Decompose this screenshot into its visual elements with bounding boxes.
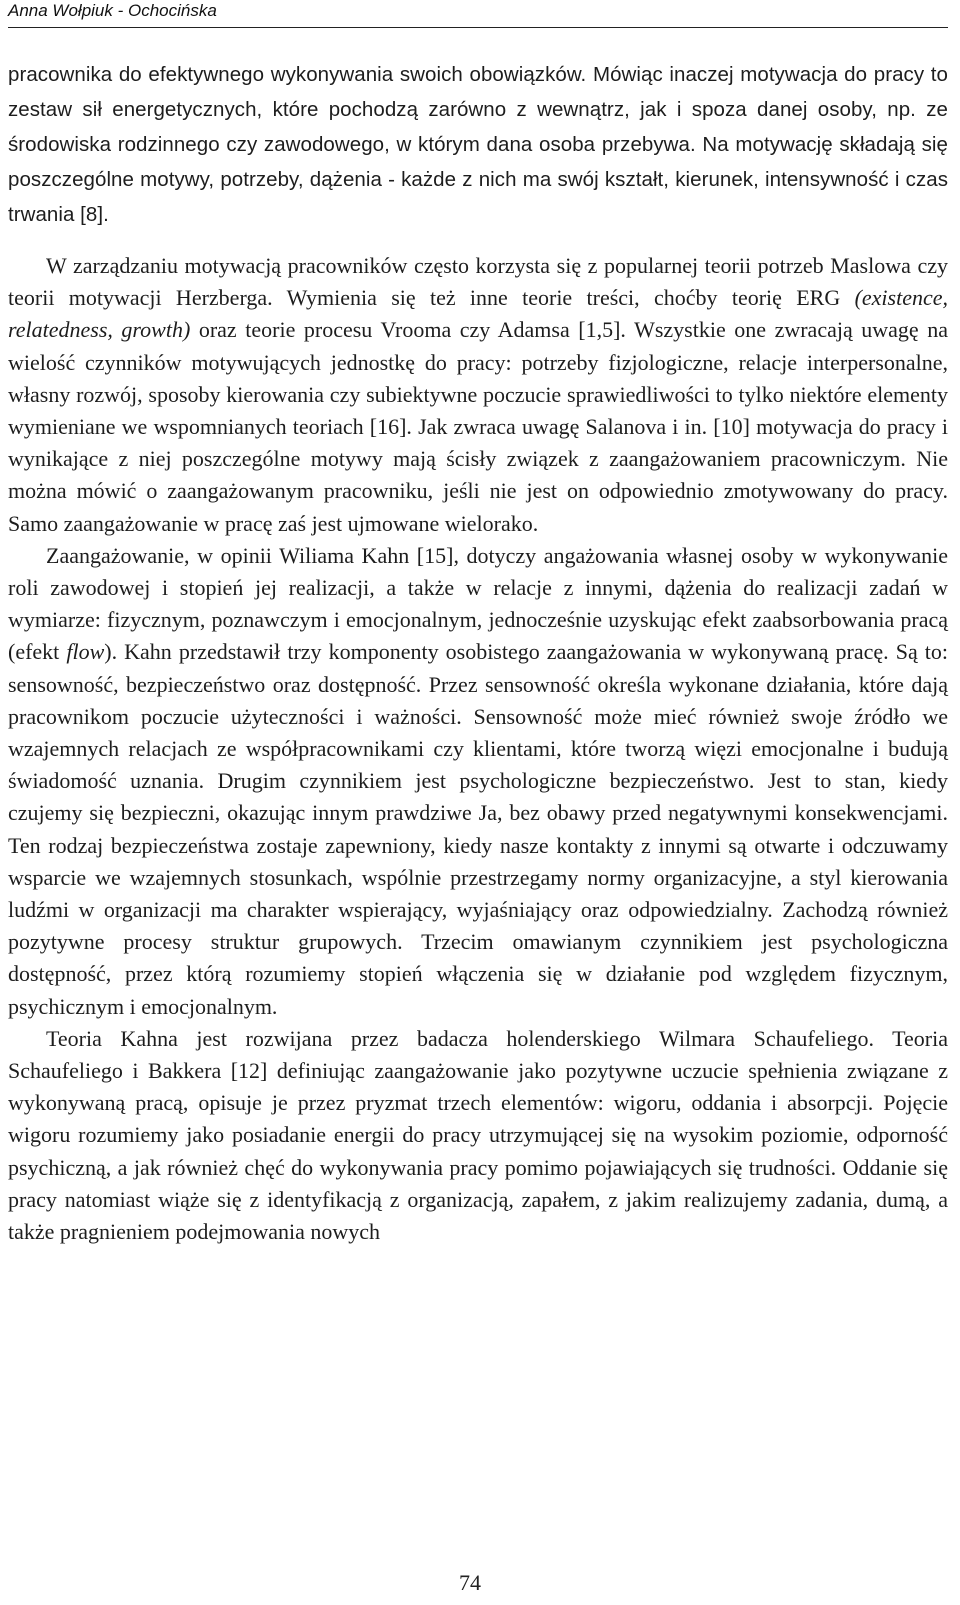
paragraph-text: oraz teorie procesu Vrooma czy Adamsa [1,5]. Wszystkie one zwracają uwagę na wielość czynników motywujących jednostkę do pracy: potrzeby fizjologiczne, relacje interpersonalne, własny rozwój, sposoby kierowania czy subiektywne poczucie sprawiedliwości to tylko niektóre elementy wymieniane we wspomnianych teoriach [16]. Jak zwraca uwagę Salanova i in. [10] motywacja do pracy i wynikające z niej poszczególne motywy mają ścisły związek z zaangażowaniem pracowniczym. Nie można mówić o zaangażowanym pracowniku, jeśli nie jest on odpowiednio zmotywowany do pracy. Samo zaangażowanie w pracę zaś jest ujmowane wielorako. [8,317,948,536]
continued-paragraph: pracownika do efektywnego wykonywania swoich obowiązków. Mówiąc inaczej motywacja do pracy to zestaw sił energetycznych, które pochodzą zarówno z wewnątrz, jak i spoza danej osoby, np. ze środowiska rodzinnego czy zawodowego, w którym dana osoba przebywa. Na motywację składają się poszczególne motywy, potrzeby, dążenia - każde z nich ma swój kształt, kierunek, intensywność i czas trwania [8]. [8,63,948,226]
paragraph-kahn-engagement [8,540,948,1023]
erg-expansion: (existence, relatedness, growth) [8,285,948,343]
page-number: 74 [459,1570,481,1595]
header-rule [8,27,948,28]
paragraph-motivation-theories [8,250,948,540]
paragraph-text: Zaangażowanie, w opinii Wiliama Kahn [15], dotyczy angażowania własnej osoby w wykonywanie roli zawodowej i stopień jej realizacji, a także w relacje z innymi, dążenia do realizacji zadań w wymiarze: fizycznym, poznawczym i emocjonalnym, jednocześnie uzyskując efekt zaabsorbowania pracą (efekt [8,542,948,665]
paragraph-text: ). Kahn przedstawił trzy komponenty osobistego zaangażowania w wykonywaną pracę. Są to: sensowność, bezpieczeństwo oraz dostępność. Przez sensowność określa wykonane działania, które dają pracownikom poczucie użyteczności i ważności. Sensowność może mieć również swoje źródło we wzajemnych relacjach ze współpracownikami czy klientami, które tworzą więzi emocjonalne i budują świadomość uznania. Drugim czynnikiem jest psychologiczne bezpieczeństwo. Jest to stan, kiedy czujemy się bezpieczni, okazując innym prawdziwe Ja, bez obawy przed negatywnymi konsekwencjami. Ten rodzaj bezpieczeństwa zostaje zapewniony, kiedy nasze kontakty z innymi są otwarte i odczuwamy wsparcie we wzajemnych stosunkach, wspólnie przestrzegamy normy organizacyjne, a styl kierowania ludźmi w organizacji ma charakter wspierający, wyjaśniający oraz odpowiedzialny. Zachodzą również pozytywne procesy struktur grupowych. Trzecim omawianym czynnikiem jest psychologiczna dostępność, przez którą rozumiemy stopień włączenia się w działanie pod względem fizycznym, psychicznym i emocjonalnym. [8,639,948,1019]
flow-term: flow [66,639,105,665]
paragraph-schaufeli-theory: Teoria Kahna jest rozwijana przez badacza holenderskiego Wilmara Schaufeliego. Teoria Schaufeliego i Bakkera [12] definiując zaangażowanie jako pozytywne uczucie spełnienia związane z wykonywaną pracą, opisuje je przez pryzmat trzech elementów: wigoru, oddania i absorpcji. Pojęcie wigoru rozumiemy jako posiadanie energii do pracy utrzymującej się na wysokim poziomie, odporność psychiczną, a jak również chęć do wykonywania pracy pomimo pojawiających się trudności. Oddanie się pracy natomiast wiąże się z identyfikacją z organizacją, zapałem, z jakim realizujemy zadania, dumą, a także pragnieniem podejmowania nowych [8,1025,948,1245]
paragraph-text: W zarządzaniu motywacją pracowników często korzysta się z popularnej teorii potrzeb Maslowa czy teorii motywacji Herzberga. Wymienia się też inne teorie treści, choćby teorię ERG [8,253,948,311]
running-head: Anna Wołpiuk - Ochocińska [8,1,217,20]
body-text [8,250,948,1248]
